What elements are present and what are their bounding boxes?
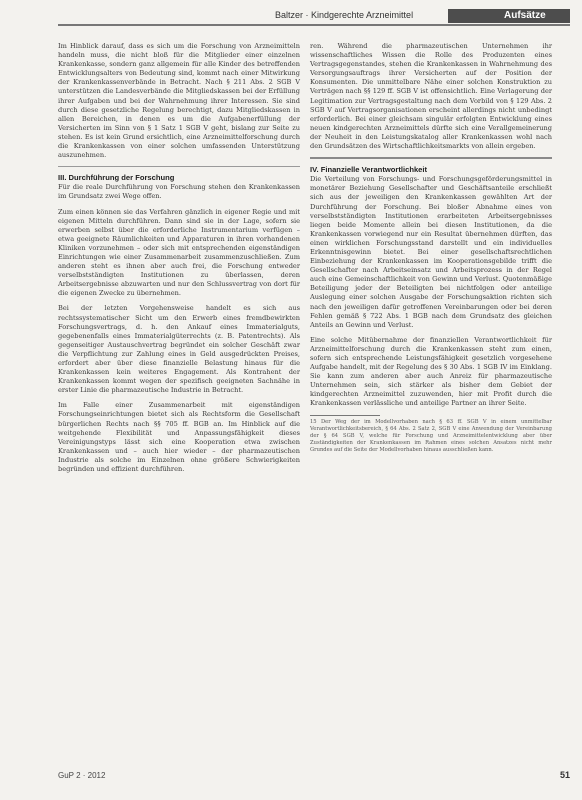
left-column <box>58 42 300 480</box>
right-column <box>310 42 552 460</box>
page-number: 51 <box>559 770 570 780</box>
right-paragraph-3: Eine solche Mitübernahme der finanziellen Verantwortlichkeit für Arzneimittelforschung durch die Krankenkassen steht zum einen, sofern sich entsprechende Leistungsfähigkeit gesetzlich vorgesehene Aufgabe handelt, mit der Regelung des § 30 Abs. 1 SGB IV im Einklang. Sie kann zum anderen aber auch Anreiz für pharmazeutische Unternehmen sein, sich stärker als bisher dem Gebiet der kindgerechten Arzneimittel zuzuwenden, hier mit Profit durch die Krankenkassen verlässliche und anteilige Partner an ihrer Seite. <box>310 335 552 408</box>
running-title: Baltzer · Kindgerechte Arzneimittel <box>275 10 414 20</box>
left-paragraph-2: Für die reale Durchführung von Forschung stehen den Krankenkassen im Grundsatz zwei Wege offen. <box>58 183 300 201</box>
section-heading-iv: IV. Finanzielle Verantwortlichkeit <box>310 165 428 175</box>
section-label: Aufsätze <box>504 10 546 21</box>
footnote: 15 Der Weg der im Modellvorhaben nach § 63 ff. SGB V in einem unmittelbar Verantwortlichkeitsbereich, § 64 Abs. 2 Satz 2, SGB V eine Anwendung der Vereinbarung der § 64 SGB V, welche für Forschung und Arzneimittelentwicklung aber über Zuständigkeiten der Krankenkassen im Rahmen eines solchen Ansatzes nicht mehr Grundes auf die Seite der Modellvorhaben hinaus ausschließen kann. <box>310 418 552 453</box>
left-paragraph-4: Bei der letzten Vorgehensweise handelt es sich aus rechtssystematischer Sicht um den Erwerb eines fremdbewirkten Forschungsvertrags, d. h. den Ankauf eines Immaterialguts, gegebenenfalls eines Immaterialgüterrechts (z. B. Patentrechts). Als gegenseitiger Austauschvertrag begründet ein solcher Geschäft zwar die Verpflichtung zur Zahlung eines in Geld ausgedrückten Preises, erfordert aber über diese finanzielle Belastung hinaus für die Krankenkassen kein weiteres Engagement. Als Kontrahent der Krankenkassen kommt wegen der spezifisch geeigneten Sachnähe in erster Linie die pharmazeutische Industrie in Betracht. <box>58 304 300 395</box>
header-rule <box>58 24 570 26</box>
section-divider <box>58 166 300 167</box>
section-divider <box>310 157 552 159</box>
journal-issue: GuP 2 · 2012 <box>58 771 106 780</box>
left-paragraph-3: Zum einen können sie das Verfahren gänzlich in eigener Regie und mit eigenen Mitteln durchführen. Dann sind sie in der Lage, sofern sie erwerben selbst über die erforderliche Instrumentarium verfügen – etwa geeignete Räumlichkeiten und Apparaturen in ihren vorhandenen Kliniken vorzunehmen – oder sich mit entsprechenden eigenständigen Einrichtungen wie einer Zusammenarbeit zusammenzuschließen. Zum anderen steht es ihnen aber auch frei, die Forschung entweder verselbstständigten Institutionen zu überlassen, deren Arbeitsergebnisse abzuwarten und nur den Schlussvertrag von dort für die eigenen Zwecke zu übernehmen. <box>58 207 300 298</box>
section-heading-iii: III. Durchführung der Forschung <box>58 173 175 183</box>
footnote-rule <box>310 415 380 416</box>
right-paragraph-2: Die Verteilung von Forschungs- und Forschungsgeförderungsmittel in monetärer Beziehung Gesellschafter und Geschäftsanteile erschließt sich aus der jeweiligen den Krankenkassen gewählten Art der Durchführung der Forschung. Bei bloßer Abnahme eines von verselbstständigten Institutionen erarbeiteten Arbeitsergebnisses liegen beide Momente allein bei diesen Institutionen, da die Krankenkassen vorwiegend nur ein Resultat übernehmen dürften, das einen wirklichen Forschungsstand darstellt und ein individuelles Erkenntnisgewinn bietet. Bei einer gesellschaftsrechtlichen Einbeziehung der Krankenkassen im Kooperationsgebilde trifft die Gesellschafter nach Arbeitseinsatz und Arbeitsprozess in der Regel auch eine Gemeinschaftlichkeit von Gewinn und Verlust. Quotenmäßige Beteiligung jeder der Beteiligten bei nichtfolgen oder anteilige Auslegung einer solchen Ausgabe der Forschungsaktion richten sich nach den jeweiligen dafür getroffenen Vereinbarungen oder bei deren Fehlen gemäß § 722 Abs. 1 BGB nach dem Grundsatz des gleichen Anteils an Gewinn und Verlust. <box>310 175 552 329</box>
right-paragraph-1: ren. Während die pharmazeutischen Unternehmen ihr wissenschaftliches Wissen die Rolle des Produzenten eines Vertragsgegenstandes, stehen die Krankenkassen in Wahrnehmung des Versorgungsauftrags ihrer Versicherten auf der Position der Konsumenten. Die unmittelbare Nähe einer solchen Konstruktion zu Verträgen nach §§ 129 ff. SGB V ist offensichtlich. Eine Verlagerung der Legitimation zur Vertragsgestaltung nach dem Vorbild von § 129 Abs. 2 SGB V auf Vertragsorganisationen erscheint allerdings nicht unbedingt erforderlich. Bei einer gleichsam singulär erfolgten Entwicklung eines neuen kindgerechten Arzneimittels dürfte sich eine Verallgemeinerung der Neuheit in den Leistungskatalog aller Krankenkassen wohl nach den Grundsätzen des Wirtschaftlichkeitsmarkts von allein ergeben. <box>310 42 552 151</box>
left-paragraph-1: Im Hinblick darauf, dass es sich um die Forschung von Arzneimitteln handeln muss, die nicht bloß für die Mitglieder einer einzelnen Krankenkasse, sondern ganz allgemein für alle Kinder des betreffenden Entwicklungsalters von Bedeutung sind, kommt nach einer Mitwirkung der Krankenkassenverbände in Betracht. Nach § 211 Abs. 2 SGB V unterstützen die Landesverbände die Mitgliedskassen bei der Erfüllung ihrer Aufgaben und bei der Wahrnehmung ihrer Interessen. Sie sind durch diese gesetzliche Regelung berechtigt, dazu Mitgliedskassen in allen Bereichen, in denen es um die Aufgabenerfüllung der Versicherten im Sinn von § 1 Satz 1 SGB V geht, bislang zur Seite zu stehen. Es ist kein Grund ersichtlich, eine Arzneimittelforschung durch die Krankenkassen von einer solchen umfassenden Unterstützung auszunehmen. <box>58 42 300 160</box>
left-paragraph-5: Im Falle einer Zusammenarbeit mit eigenständigen Forschungseinrichtungen bietet sich als Rechtsform die Gesellschaft bürgerlichen Rechts nach §§ 705 ff. BGB an. Im Hinblick auf die weitgehende Flexibilität und Anpassungsfähigkeit dieses Vereinigungstyps lässt sich eine Kooperation etwa zwischen Krankenkassen und – auch hier wieder – der pharmazeutischen Industrie als solche im Einzelnen ohne größere Schwierigkeiten begründen und effizient durchführen. <box>58 401 300 474</box>
